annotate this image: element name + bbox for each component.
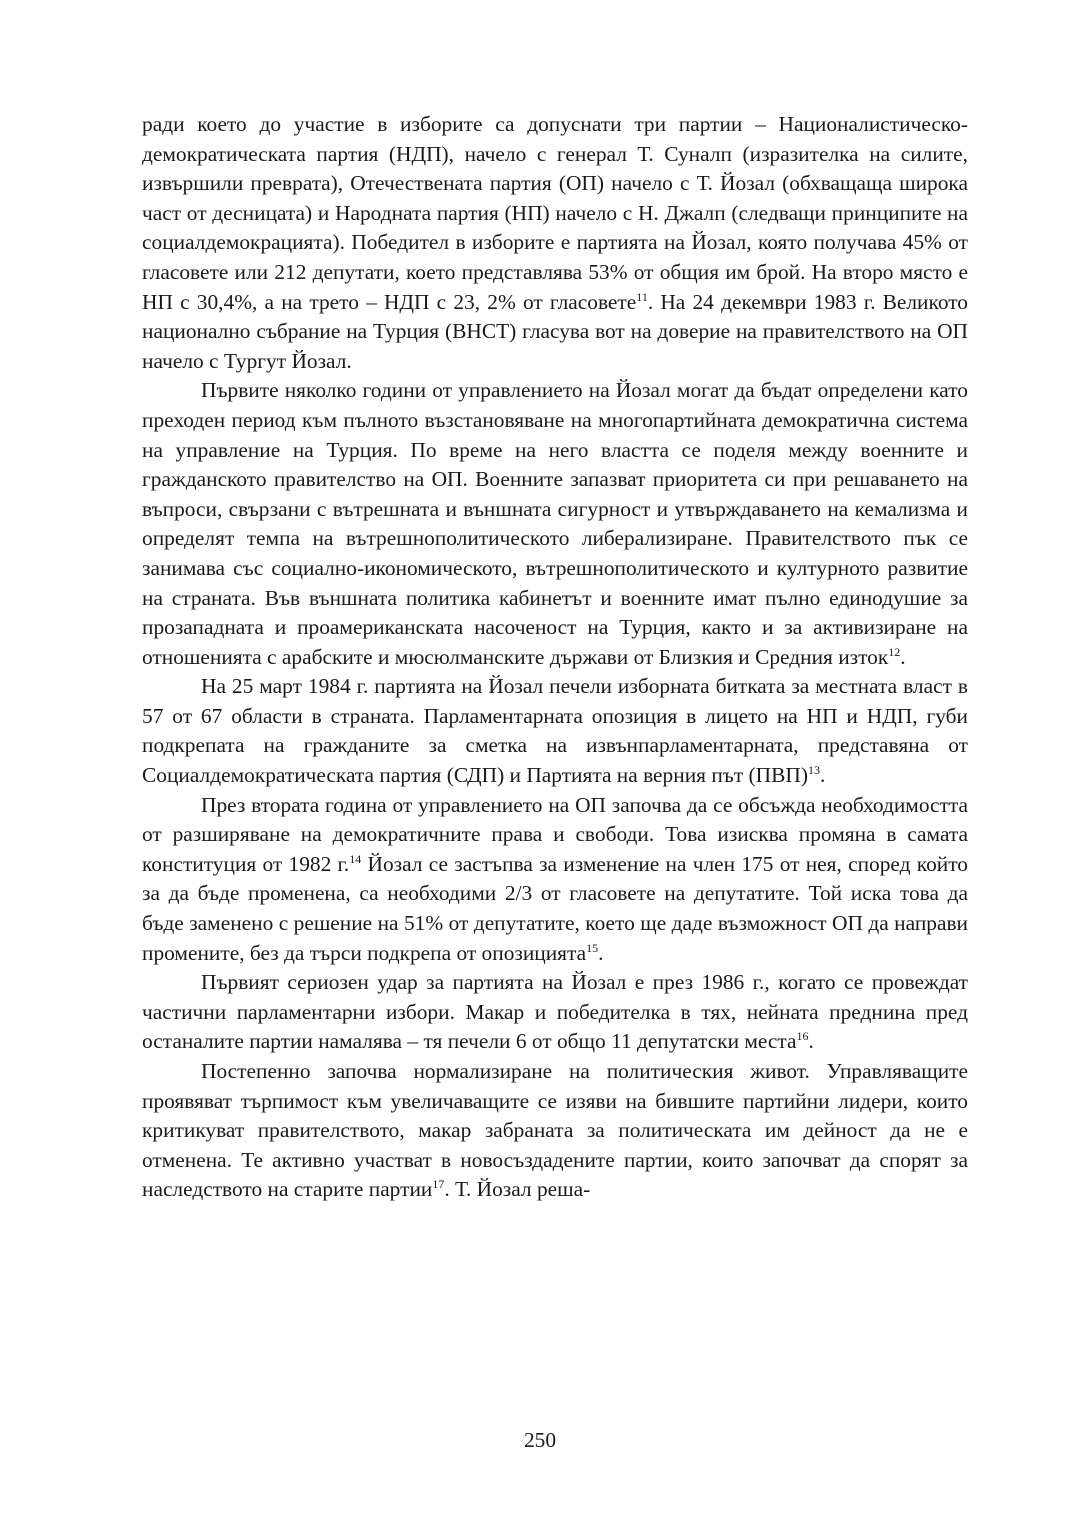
paragraph-text: .	[598, 940, 604, 965]
paragraph	[142, 672, 968, 790]
footnote-marker: 15	[586, 940, 599, 955]
footnote-marker: 16	[796, 1029, 809, 1044]
footnote-marker: 11	[636, 289, 648, 304]
paragraph	[142, 110, 968, 376]
page-body	[142, 110, 968, 1205]
paragraph-text: На 25 март 1984 г. партията на Йозал печели изборната битката за местната власт в 57 от 67 области в страната. Парламентарната опозиция в лицето на НП и НДП, губи подкрепата на гражданите за сметка на извънпарламентарната, представяна от Социалдемократическата партия (СДП) и Партията на верния път (ПВП)	[142, 674, 968, 788]
paragraph-text: През втората година от управлението на ОП започва да се обсъжда необходимостта от разширяване на демократичните права и свободи. Това изисква промяна в самата конституция от 1982 г.	[142, 792, 968, 876]
paragraph-text: .	[900, 644, 906, 669]
paragraph-text: Първите няколко години от управлението на Йозал могат да бъдат определени като преходен период към пълното възстановяване на многопартийната демократична система на управление на Турция. По време на него властта се поделя между военните и гражданското правителство на ОП. Военните запазват приоритета си при решаването на въпроси, свързани с вътрешната и външната сигурност и утвърждаването на кемализма и определят темпа на вътрешнополитическото либерализиране. Правителството пък се занимава със социално-икономическото, вътрешнополитическото и културното развитие на страната. Във външната политика кабинетът и военните имат пълно единодушие за прозападната и проамериканската насоченост на Турция, както и за активизиране на отношенията с арабските и мюсюлманските държави от Близкия и Средния изток	[142, 378, 968, 669]
footnote-marker: 17	[432, 1177, 445, 1192]
paragraph	[142, 791, 968, 969]
paragraph-text: Първият сериозен удар за партията на Йозал е през 1986 г., когато се провеждат частични парламентарни избори. Макар и победителка в тях, нейната преднина пред останалите партии намалява – тя печели 6 от общо 11 депутатски места	[142, 970, 968, 1054]
footnote-marker: 14	[349, 851, 362, 866]
paragraph-text: . На 24 декември 1983 г. Великото национално събрание на Турция (ВНСТ) гласува вот на доверие на правителството на ОП начело с Тургут Йозал.	[142, 289, 968, 373]
paragraph	[142, 1057, 968, 1205]
page-number: 250	[523, 1428, 557, 1452]
paragraph	[142, 968, 968, 1057]
paragraph-text: .	[819, 763, 826, 788]
paragraph-text: ради което до участие в изборите са допуснати три партии – Националистическо-демократическата партия (НДП), начело с генерал Т. Суналп (изразителка на силите, извършили превратa), Отечествената партия (ОП) начело с Т. Йозал (обхващаща широка част от десницата) и Народната партия (НП) начело с Н. Джалп (следващи принципите на социалдемокрацията). Победител в изборите е партията на Йозал, която получава 45% от гласовете или 212 депутати, което представлява 53% от общия им брой. На второ място е НП с 30,4%, а на трето – НДП с 23, 2% от гласовете	[142, 112, 968, 314]
paragraph-text: .	[808, 1029, 814, 1054]
footnote-marker: 13	[807, 763, 820, 778]
footnote-marker: 12	[888, 644, 901, 659]
paragraph-text: Йозал се застъпва за изменение на член 175 от нея, според който за да бъде променена, са необходими 2/3 от гласовете на депутатите. Той иска това да бъде заменено с решение на 51% от депутатите, което ще даде възможност ОП да направи промените, без да търси подкрепа от опозицията	[142, 851, 968, 965]
paragraph-text: Постепенно започва нормализиране на политическия живот. Управляващите проявяват търпимост към увеличаващите се изяви на бившите партийни лидери, които критикуват правителството, макар забраната за политическата им дейност да не е отменена. Те активно участват в новосъздадените партии, които започват да спорят за наследството на старите партии	[142, 1059, 968, 1202]
paragraph-text: . Т. Йозал реша-	[444, 1177, 591, 1202]
paragraph	[142, 376, 968, 672]
